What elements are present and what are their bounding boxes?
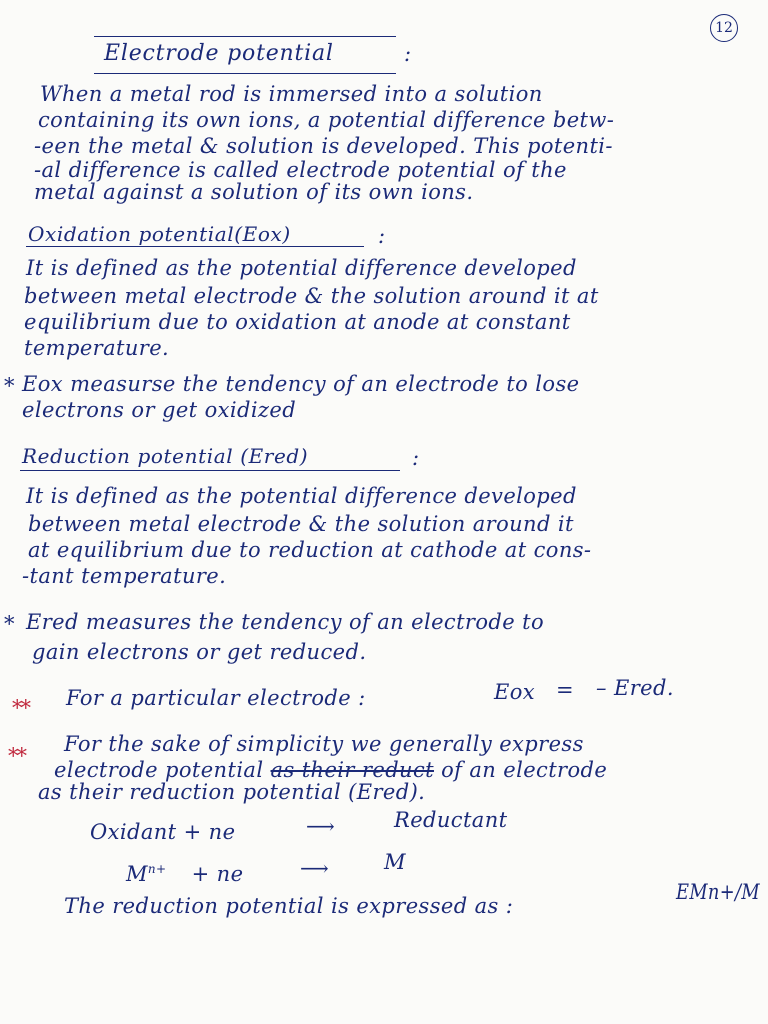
equation-1-arrow: ⟶ [306,814,336,838]
reduction-line-2: between metal electrode & the solution around it [28,512,574,536]
relation-lhs: Eox [494,680,536,704]
reduction-line-3: at equilibrium due to reduction at cathode at cons- [28,538,592,562]
equation-1-right: Reductant [394,808,508,832]
reduction-heading: Reduction potential (Ered) [22,444,309,468]
reduction-bullet: * [4,612,15,636]
simplicity-line-1: For the sake of simplicity we generally express [64,732,584,756]
reduction-colon: : [412,446,420,470]
expression-text: The reduction potential is expressed as : [64,894,514,918]
metal-ion-charge: n+ [147,862,167,876]
simplicity-line-3: as their reduction potential (Ered). [38,780,426,804]
reduction-line-1: It is defined as the potential difference developed [26,484,577,508]
electrode-line-2: containing its own ions, a potential difference betw- [38,108,615,132]
oxidation-note-line-2: electrons or get oxidized [22,398,297,422]
metal-ion-symbol: M [126,862,148,886]
electrode-line-4: -al difference is called electrode potential of the [34,158,567,182]
equation-2-electrons: + ne [191,862,244,886]
oxidation-line-2: between metal electrode & the solution around it at [24,284,599,308]
reduction-heading-underline [20,470,400,471]
reduction-note-line-2: gain electrons or get reduced. [32,640,367,664]
simplicity-line-2-end: of an electrode [441,758,608,782]
electrode-line-1: When a metal rod is immersed into a solution [40,82,543,106]
struck-out-text: as their reduct [270,758,434,782]
simplicity-line-2-start: electrode potential [54,758,264,782]
relation-eq: = [556,678,574,702]
page-title: Electrode potential [104,41,334,66]
equation-1-left: Oxidant + ne [90,820,236,844]
note-marker-1: ** [12,696,29,720]
equation-2-left [126,862,243,886]
oxidation-line-4: temperature. [24,336,170,360]
oxidation-bullet: * [4,374,15,398]
oxidation-colon: : [378,224,386,248]
reduction-line-4: -tant temperature. [22,564,227,588]
expression-value: EMn+/M [676,880,760,904]
relation-rhs: – Ered. [596,676,674,700]
reduction-note-line-1: Ered measures the tendency of an electrode to [26,610,545,634]
equation-2-right: M [384,850,406,874]
relation-text: For a particular electrode : [66,686,366,710]
page-number: 12 [710,14,738,42]
electrode-line-5: metal against a solution of its own ions. [34,180,474,204]
electrode-line-3: -een the metal & solution is developed. This potenti- [34,134,613,158]
oxidation-line-3: equilibrium due to oxidation at anode at constant [24,310,571,334]
oxidation-heading: Oxidation potential(Eox) [28,222,291,246]
title-colon: : [404,42,412,66]
oxidation-line-1: It is defined as the potential difference developed [26,256,577,280]
oxidation-heading-underline [26,246,364,247]
oxidation-note-line-1: Eox measurse the tendency of an electrode to lose [22,372,580,396]
simplicity-line-2 [54,758,607,782]
note-marker-2: ** [8,744,25,768]
equation-2-arrow: ⟶ [300,856,330,880]
